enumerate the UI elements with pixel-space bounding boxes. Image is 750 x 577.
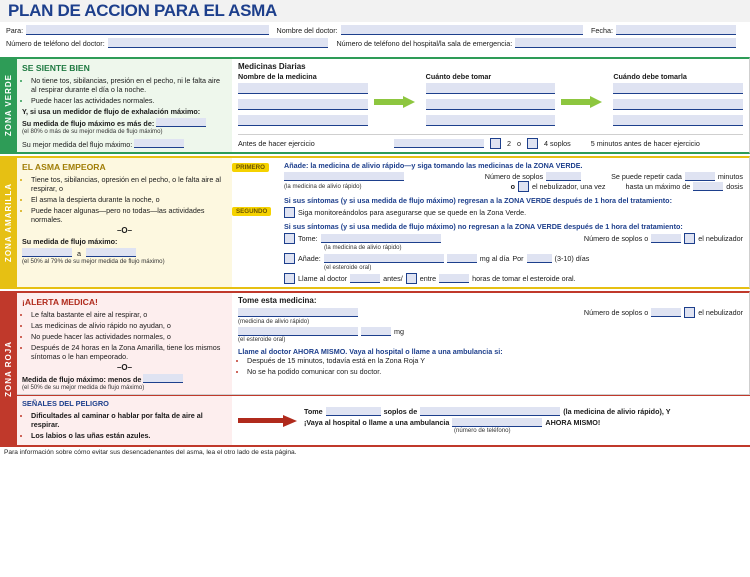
- yellow-peak-note: (el 50% al 79% de su mejor medida de flujo máximo): [22, 258, 165, 265]
- green-zone-tab-label: ZONA VERDE: [4, 74, 13, 137]
- green-left-column: [17, 59, 232, 152]
- danger-take-med-input[interactable]: [420, 407, 560, 416]
- meds-col-name-lines: [238, 83, 368, 126]
- yellow-add-checkbox[interactable]: [284, 253, 295, 264]
- yellow-add-mg-label: mg al día: [479, 254, 510, 263]
- list-item: • No se ha podido comunicar con su doctor.: [247, 367, 743, 376]
- exercise-row: [238, 134, 743, 149]
- green-peak-line1-input[interactable]: [156, 118, 206, 127]
- yellow-step1-neb-checkbox[interactable]: [518, 181, 529, 192]
- list-item: • Dificultades al caminar o hablar por falta de aire al respirar.: [31, 411, 227, 429]
- green-zone: [0, 55, 750, 154]
- yellow-step1-or-label: o: [510, 182, 515, 191]
- med-when-input[interactable]: [613, 83, 743, 94]
- meds-col-when-lines: [613, 83, 743, 126]
- red-take-puffs-input[interactable]: [651, 308, 681, 317]
- green-peak-line2-input[interactable]: [134, 139, 184, 148]
- green-heading: SE SIENTE BIEN: [22, 63, 90, 73]
- danger-phone-note: (número de teléfono): [454, 427, 511, 434]
- list-item: • Después de 15 minutos, todavía está en la Zona Roja Y: [247, 356, 743, 365]
- green-peak-intro: Y, si usa un medidor de flujo de exhalación máximo:: [22, 107, 201, 116]
- yellow-step1-max-input[interactable]: [693, 182, 723, 191]
- yellow-add-note: (el esteroide oral): [324, 264, 372, 271]
- red-zone-wrapper: [17, 291, 750, 447]
- med-name-input[interactable]: [238, 115, 368, 126]
- yellow-step2-q1: Si sus síntomas (y si usa medida de flujo máximo) regresan a la ZONA VERDE después de 1 hora del tratamiento:: [284, 196, 672, 205]
- yellow-take-checkbox[interactable]: [284, 233, 295, 244]
- red-peak-label: Medida de flujo máximo: menos de: [22, 375, 142, 384]
- exercise-opt1-label: 2: [507, 139, 511, 148]
- yellow-step1-row2: [284, 181, 743, 192]
- red-peak-input[interactable]: [143, 374, 183, 383]
- red-heading: ¡ALERTA MEDICA!: [22, 297, 98, 307]
- meds-col-amount-header: Cuánto debe tomar: [425, 72, 492, 81]
- red-zone-tab-label: ZONA ROJA: [4, 341, 13, 397]
- yellow-peak-to-input[interactable]: [86, 248, 136, 257]
- yellow-peak-range-row: [22, 248, 227, 258]
- exercise-opt2-label: 4 soplos: [544, 139, 571, 148]
- list-item: • Puede hacer algunas—pero no todas—las actividades normales.: [31, 206, 227, 224]
- yellow-heading: EL ASMA EMPEORA: [22, 162, 106, 172]
- red-steroid-mg-input[interactable]: [361, 327, 391, 336]
- yellow-step1-puffs-input[interactable]: [546, 172, 581, 181]
- red-zone-tab: [0, 291, 17, 447]
- meds-col-when-header: Cuándo debe tomarla: [613, 72, 687, 81]
- red-steroid-note: (el esteroide oral): [238, 336, 286, 343]
- yellow-call-hours-label: horas de tomar el esteroide oral.: [472, 274, 576, 283]
- yellow-call-between-label: entre: [419, 274, 437, 283]
- exercise-or-label: o: [517, 139, 521, 148]
- yellow-step1-text: Añade: la medicina de alivio rápido—y siga tomando las medicinas de la ZONA VERDE.: [284, 161, 583, 170]
- info-row-2: [6, 38, 744, 48]
- arrow-right-icon-1: [374, 96, 420, 108]
- red-take-neb-label: el nebulizador: [698, 308, 743, 317]
- daily-meds-table: [238, 72, 743, 131]
- yellow-quickrelief-note: (la medicina de alivio rápido): [284, 183, 362, 190]
- yellow-step1-row: [284, 172, 743, 181]
- green-peak-note: (el 80% o más de su mejor medida de flujo máximo): [22, 128, 163, 135]
- red-call-now: Llame al doctor AHORA MISMO. Vaya al hospital o llame a una ambulancia si:: [238, 347, 503, 356]
- bottom-divider: [17, 445, 750, 447]
- danger-bullets: [22, 411, 227, 440]
- yellow-step2-q2: Si sus síntomas (y si usa medida de flujo máximo) no regresan a la ZONA VERDE después de 1 hora del tratamiento:: [284, 222, 683, 231]
- yellow-zone-body: [17, 156, 750, 289]
- danger-phone-input[interactable]: [452, 418, 542, 427]
- yellow-bullets: [22, 175, 227, 224]
- list-item: • Le falta bastante el aire al respirar, o: [31, 310, 227, 319]
- med-when-input[interactable]: [613, 99, 743, 110]
- green-peak-line2-row: [22, 139, 227, 149]
- para-label: Para:: [6, 25, 24, 35]
- green-zone-body: [17, 57, 750, 154]
- yellow-add-label: Añade:: [298, 254, 321, 263]
- danger-take-puffs-input[interactable]: [326, 407, 381, 416]
- page-footer: Para información sobre cómo evitar sus desencadenantes del asma, lea el otro lado de esta página.: [4, 449, 297, 456]
- red-zone: [0, 289, 750, 447]
- exercise-puffs-2-checkbox[interactable]: [490, 138, 501, 149]
- yellow-monitor-checkbox[interactable]: [284, 207, 295, 218]
- med-when-input[interactable]: [613, 115, 743, 126]
- doctor-name-label: Nombre del doctor:: [276, 25, 338, 35]
- meds-col-amount-lines: [426, 83, 556, 126]
- green-right-column: [232, 59, 749, 152]
- yellow-left-column: [17, 158, 232, 287]
- danger-right: [232, 396, 750, 445]
- yellow-call-hours-input[interactable]: [439, 274, 469, 283]
- list-item: • Puede hacer las actividades normales.: [31, 96, 227, 105]
- yellow-take-puffs-label: Número de soplos o: [583, 234, 649, 243]
- hospital-phone-input[interactable]: [515, 38, 736, 48]
- green-bullets: [22, 76, 227, 105]
- step-1-badge-wrap: [232, 162, 278, 172]
- red-zone-body: [17, 291, 750, 395]
- yellow-step1-repeat-label: Se puede repetir cada: [611, 172, 682, 181]
- danger-left: [17, 396, 232, 445]
- patient-info-fields: [0, 22, 750, 55]
- hospital-phone-label: Número de teléfono del hospital/la sala de emergencia:: [336, 38, 513, 48]
- danger-hospital-end-label: AHORA MISMO!: [545, 418, 601, 427]
- list-item: • No tiene tos, sibilancias, presión en el pecho, ni le falta aire al respirar durante el día o la noche.: [31, 76, 227, 94]
- yellow-zone-tab-label: ZONA AMARILLA: [4, 182, 13, 263]
- yellow-dash: –O–: [116, 226, 133, 235]
- red-dash: –O–: [116, 363, 133, 372]
- yellow-step1-minutes-label: minutos: [717, 172, 743, 181]
- med-amount-input[interactable]: [426, 83, 556, 94]
- red-left-column: [17, 293, 232, 394]
- yellow-step1-dose-label: dosis: [726, 182, 743, 191]
- arrow-right-red-icon: [238, 415, 300, 427]
- exercise-puffs-4-checkbox[interactable]: [527, 138, 538, 149]
- med-amount-input[interactable]: [426, 99, 556, 110]
- doctor-phone-input[interactable]: [108, 38, 329, 48]
- yellow-add-days-label: (3-10) días: [554, 254, 590, 263]
- para-input[interactable]: [26, 25, 268, 35]
- danger-take-label: Tome: [304, 407, 323, 416]
- yellow-peak-label: Su medida de flujo máximo:: [22, 237, 118, 246]
- green-peak-line2-label: Su mejor medida del flujo máximo:: [22, 140, 133, 149]
- yellow-add-row: [284, 253, 743, 264]
- yellow-peak-to-label: a: [77, 249, 81, 258]
- yellow-take-note: (la medicina de alivio rápido): [324, 244, 402, 251]
- yellow-take-label: Tome:: [298, 234, 318, 243]
- red-peak-note: (el 50% de su mejor medida de flujo máximo): [22, 384, 145, 391]
- yellow-take-puffs-input[interactable]: [651, 234, 681, 243]
- exercise-label: Antes de hacer ejercicio: [238, 139, 315, 148]
- green-peak-line1-row: [22, 118, 227, 128]
- yellow-zone-tab: [0, 156, 17, 289]
- yellow-add-mg-input[interactable]: [447, 254, 477, 263]
- page-title-bar: [0, 0, 750, 22]
- green-peak-line1-label: Su medida de flujo máximo es más de:: [22, 119, 155, 128]
- danger-signs-section: [17, 395, 750, 445]
- yellow-call-before-input[interactable]: [350, 274, 380, 283]
- yellow-step2-a1-label: Siga monitoreándolos para asegurarse que se quede en la Zona Verde.: [298, 208, 527, 217]
- meds-col-name-header: Nombre de la medicina: [238, 72, 317, 81]
- yellow-call-label: Llame al doctor: [298, 274, 348, 283]
- info-row-1: [6, 25, 744, 35]
- red-take-neb-checkbox[interactable]: [684, 307, 695, 318]
- red-steroid-input[interactable]: [238, 327, 358, 336]
- step-2-badge-wrap: [232, 206, 278, 216]
- step-primero-badge: PRIMERO: [232, 163, 269, 172]
- yellow-call-checkbox[interactable]: [284, 273, 295, 284]
- list-item: • Los labios o las uñas están azules.: [31, 431, 227, 440]
- red-steroid-mg-label: mg: [394, 327, 404, 336]
- date-label: Fecha:: [591, 25, 614, 35]
- yellow-add-por-label: Por: [512, 254, 524, 263]
- yellow-call-between-checkbox[interactable]: [406, 273, 417, 284]
- list-item: • No puede hacer las actividades normales, o: [31, 332, 227, 341]
- yellow-add-days-input[interactable]: [527, 254, 552, 263]
- med-name-input[interactable]: [238, 99, 368, 110]
- red-take-title: Tome esta medicina:: [238, 296, 317, 305]
- exercise-when-label: 5 minutos antes de hacer ejercicio: [590, 139, 700, 148]
- danger-take-sub-label: (la medicina de alivio rápido), Y: [563, 407, 671, 416]
- yellow-step2-a1-row: [284, 207, 743, 218]
- meds-col-amount: [426, 72, 556, 131]
- yellow-take-neb-checkbox[interactable]: [684, 233, 695, 244]
- red-bullets: [22, 310, 227, 361]
- yellow-quickrelief-input[interactable]: [284, 172, 404, 181]
- danger-action-1: [304, 407, 744, 416]
- yellow-take-row: [284, 233, 743, 244]
- meds-col-when: [613, 72, 743, 131]
- yellow-call-before-label: antes/: [383, 274, 403, 283]
- yellow-right-column: [278, 158, 749, 287]
- step-segundo-badge: SEGUNDO: [232, 207, 271, 216]
- date-input[interactable]: [616, 25, 736, 35]
- yellow-peak-from-input[interactable]: [22, 248, 72, 257]
- red-steroid-row: [238, 327, 743, 336]
- green-zone-tab: [0, 57, 17, 154]
- yellow-step-badges: [232, 158, 278, 287]
- list-item: • Después de 24 horas en la Zona Amarilla, tiene los mismos síntomas o le han empeorado.: [31, 343, 227, 361]
- yellow-take-input[interactable]: [321, 234, 441, 243]
- yellow-step1-max-label: hasta un máximo de: [625, 182, 691, 191]
- yellow-step1-repeat-input[interactable]: [685, 172, 715, 181]
- exercise-med-input[interactable]: [394, 139, 484, 148]
- meds-col-name: [238, 72, 368, 131]
- yellow-step1-neb-label: el nebulizador, una vez: [531, 182, 606, 191]
- red-take-row: [238, 307, 743, 318]
- danger-take-mid-label: soplos de: [383, 407, 418, 416]
- daily-meds-title: Medicinas Diarias: [238, 62, 306, 71]
- yellow-take-neb-label: el nebulizador: [698, 234, 743, 243]
- yellow-add-input[interactable]: [324, 254, 444, 263]
- yellow-step1-puffs-label: Número de soplos: [484, 172, 544, 181]
- doctor-phone-label: Número de teléfono del doctor:: [6, 38, 105, 48]
- danger-heading: SEÑALES DEL PELIGRO: [22, 399, 109, 408]
- med-amount-input[interactable]: [426, 115, 556, 126]
- red-take-input[interactable]: [238, 308, 358, 317]
- doctor-name-input[interactable]: [341, 25, 583, 35]
- red-take-note: (medicina de alivio rápido): [238, 318, 310, 325]
- red-take-puffs-label: Número de soplos o: [583, 308, 649, 317]
- page-title: PLAN DE ACCION PARA EL ASMA: [8, 1, 277, 20]
- danger-hospital-label: ¡Vaya al hospital o llame a una ambulancia: [304, 418, 450, 427]
- red-call-bullets: [238, 356, 743, 376]
- arrow-right-icon-2: [561, 96, 607, 108]
- list-item: • Las medicinas de alivio rápido no ayudan, o: [31, 321, 227, 330]
- yellow-zone: [0, 154, 750, 289]
- med-name-input[interactable]: [238, 83, 368, 94]
- danger-actions: [304, 407, 744, 434]
- list-item: • El asma la despierta durante la noche, o: [31, 195, 227, 204]
- danger-action-2: [304, 418, 744, 427]
- red-peak-row: [22, 374, 227, 384]
- yellow-call-row: [284, 273, 743, 284]
- list-item: • Tiene tos, sibilancias, opresión en el pecho, o le falta aire al respirar, o: [31, 175, 227, 193]
- red-right-column: [232, 293, 749, 394]
